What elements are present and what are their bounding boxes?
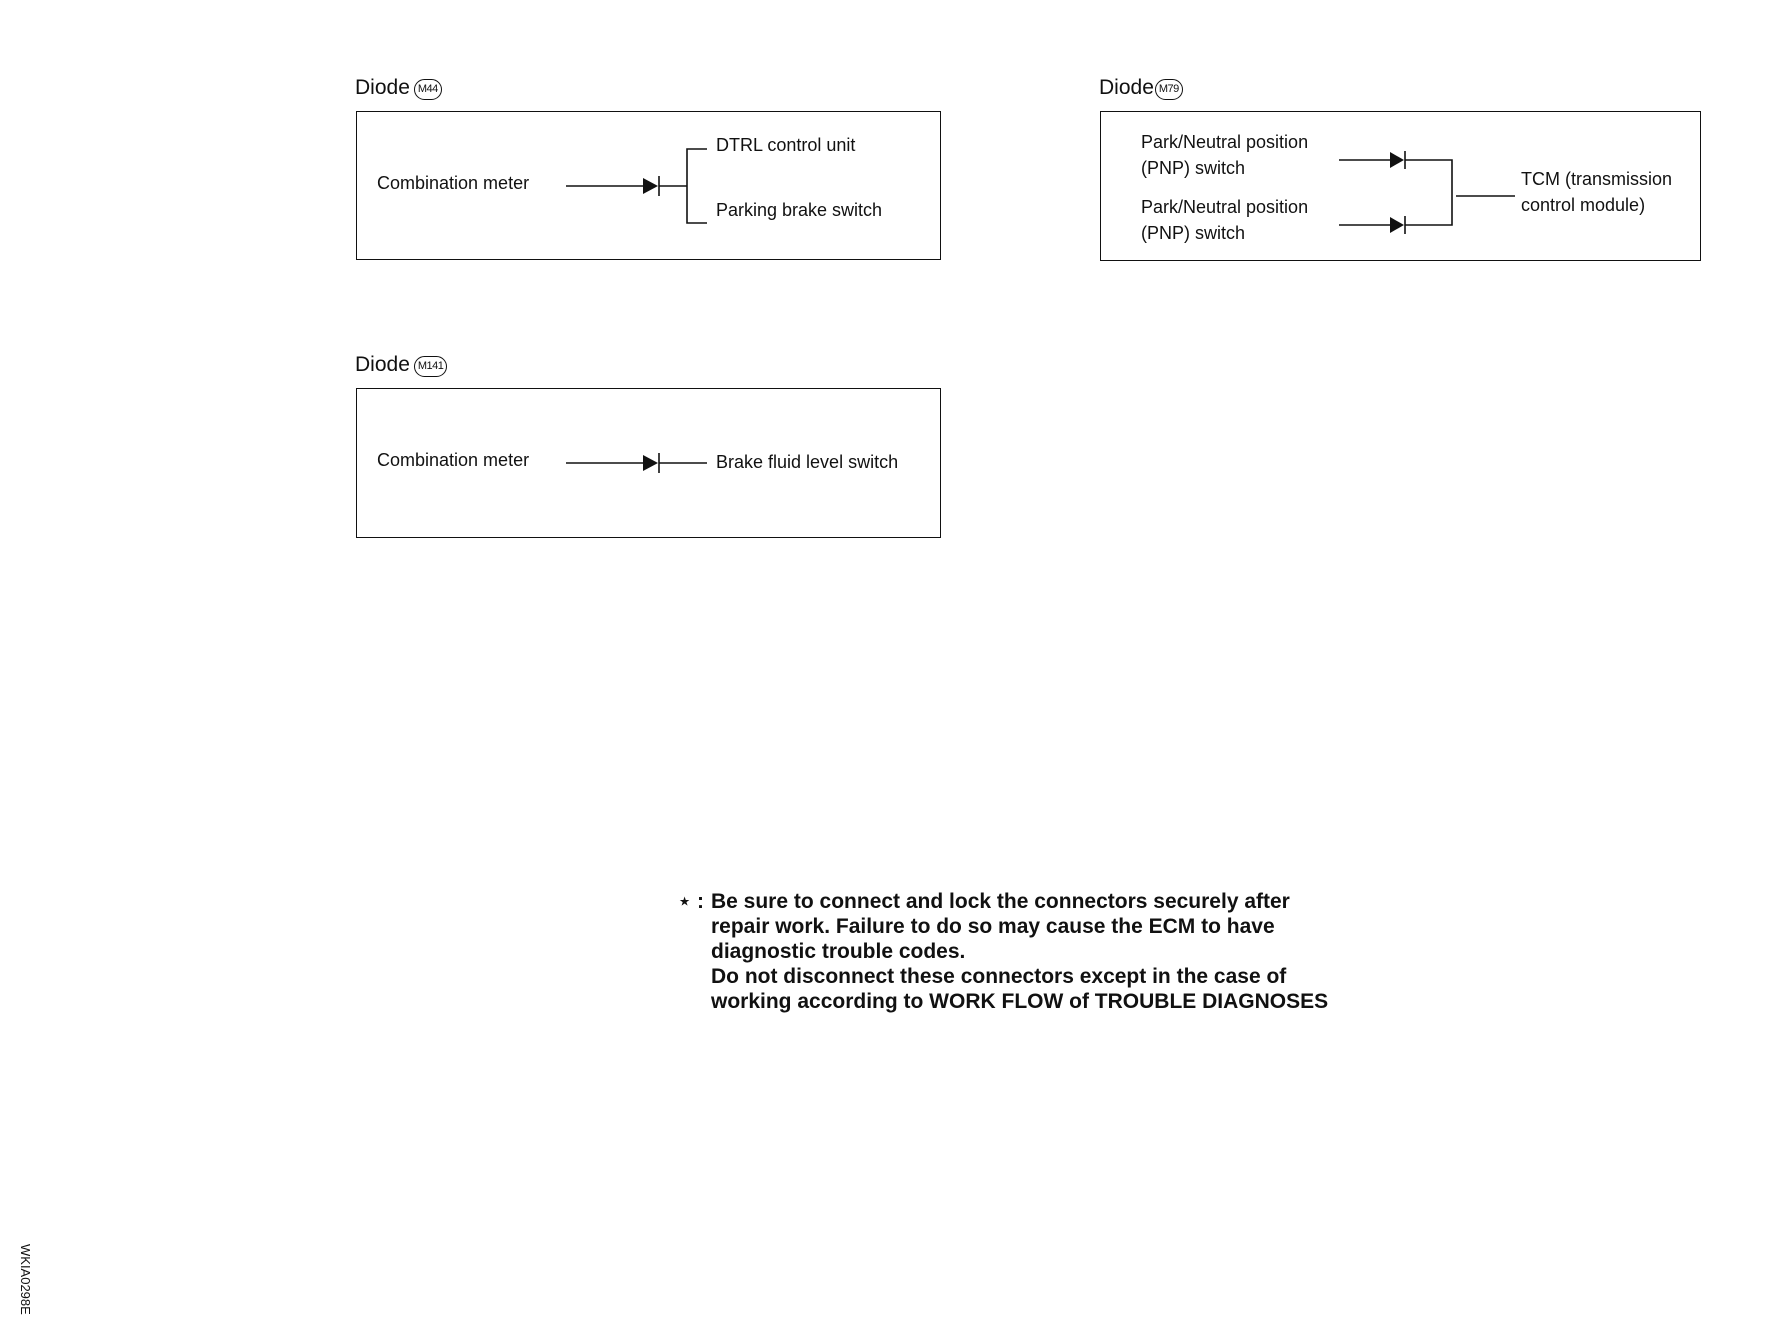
diode-m141-output-label: Brake fluid level switch bbox=[716, 452, 899, 472]
note-line-3: diagnostic trouble codes. bbox=[711, 940, 966, 963]
connector-badge-m79: M79 bbox=[1155, 79, 1183, 100]
note-line-4: Do not disconnect these connectors except in the case of bbox=[711, 965, 1287, 988]
diode-symbol-m141 bbox=[643, 455, 658, 471]
note-line-1: Be sure to connect and lock the connectors securely after bbox=[711, 890, 1290, 913]
note-line-5: working according to WORK FLOW of TROUBLE DIAGNOSES bbox=[711, 990, 1329, 1013]
diode-m79-title-text: Diode bbox=[1099, 76, 1154, 99]
diode-m79-input-1-line2: (PNP) switch bbox=[1141, 158, 1246, 178]
diode-m79-input-2-line1: Park/Neutral position bbox=[1141, 197, 1309, 217]
figure-code: WKIA0298E bbox=[18, 1244, 33, 1315]
note-line-2: repair work. Failure to do so may cause the ECM to have bbox=[711, 915, 1275, 938]
connector-badge-m44: M44 bbox=[414, 79, 442, 100]
diode-m79-input-2-line2: (PNP) switch bbox=[1141, 223, 1246, 243]
note-marker: ⋆ : bbox=[678, 890, 704, 913]
diode-m79-output-line1: TCM (transmission bbox=[1521, 169, 1673, 189]
diode-m141-input-label: Combination meter bbox=[377, 450, 530, 470]
diode-m141-title-text: Diode bbox=[355, 353, 410, 376]
diode-m79-output-line2: control module) bbox=[1521, 195, 1646, 215]
diode-m79-input-1-line1: Park/Neutral position bbox=[1141, 132, 1309, 152]
diode-m44-output-2-label: Parking brake switch bbox=[716, 200, 883, 220]
diode-m44-title-text: Diode bbox=[355, 76, 410, 99]
diode-m44-input-label: Combination meter bbox=[377, 173, 530, 193]
connector-badge-m141: M141 bbox=[414, 356, 448, 377]
diode-m44-output-1-label: DTRL control unit bbox=[716, 135, 856, 155]
note-text bbox=[711, 889, 1328, 1014]
